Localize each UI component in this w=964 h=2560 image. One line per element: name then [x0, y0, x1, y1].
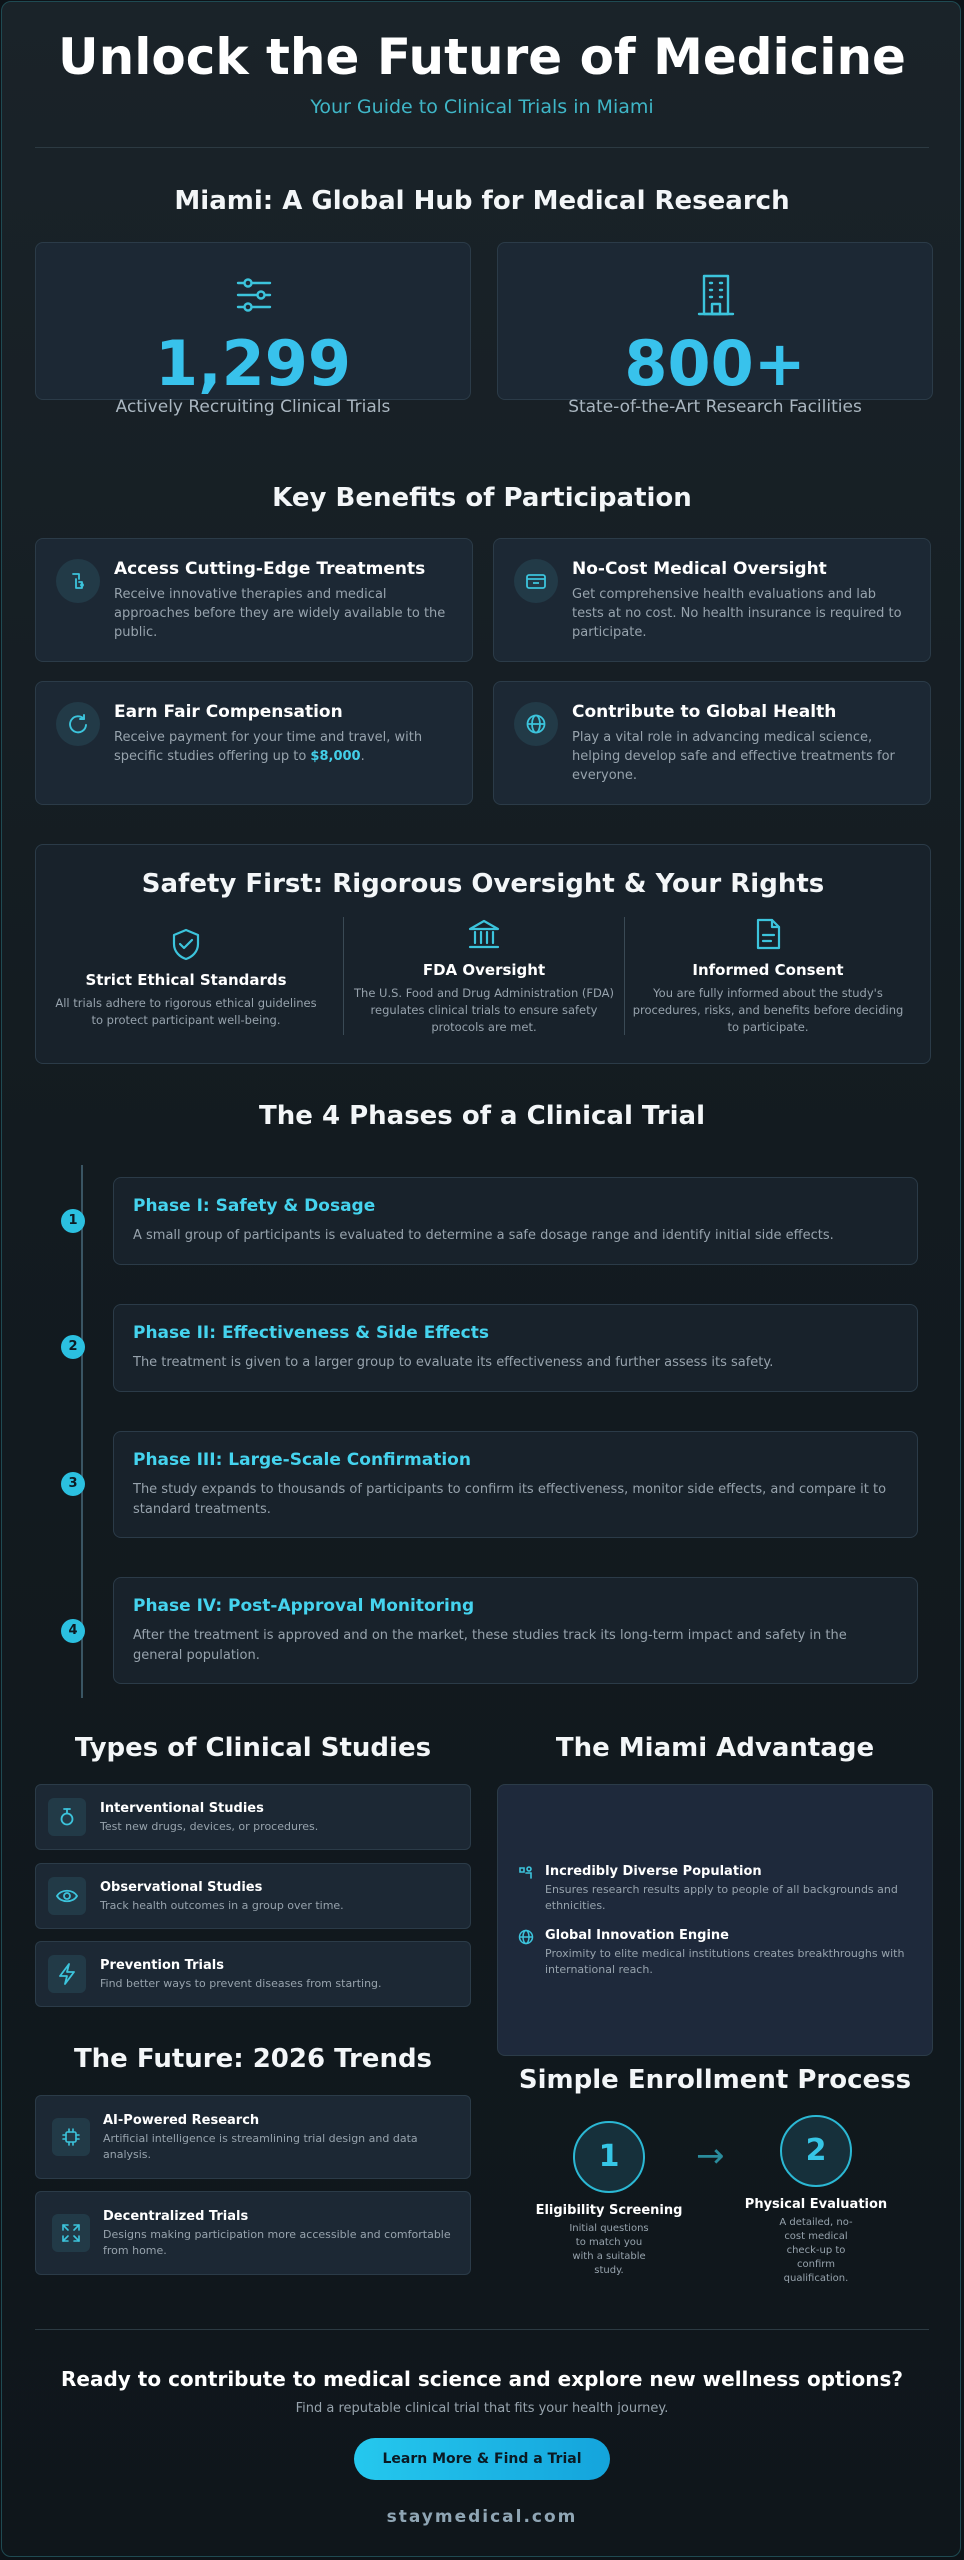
stat-trials-label: Actively Recruiting Clinical Trials	[115, 397, 391, 417]
eye-icon	[48, 1877, 86, 1915]
safety-desc: The U.S. Food and Drug Administration (FDA) regulates clinical trials to ensure safety protocols are met.	[354, 986, 614, 1034]
safety-item-ethics	[48, 927, 324, 1029]
type-desc: Test new drugs, devices, or procedures.	[100, 1820, 319, 1833]
phase-title: Phase IV: Post-Approval Monitoring	[133, 1596, 475, 1616]
type-title: Prevention Trials	[100, 1958, 224, 1973]
enrollment-heading: Simple Enrollment Process	[518, 2065, 912, 2095]
benefit-title: Access Cutting-Edge Treatments	[114, 559, 426, 579]
trend-card-ai	[35, 2095, 471, 2179]
safety-heading: Safety First: Rigorous Oversight & Your Rights	[141, 869, 825, 899]
phase-title: Phase I: Safety & Dosage	[133, 1196, 376, 1216]
refresh-icon	[56, 702, 100, 746]
safety-title: Strict Ethical Standards	[85, 971, 287, 989]
building-icon	[696, 273, 736, 317]
advantage-heading: The Miami Advantage	[555, 1733, 875, 1763]
lightning-icon	[48, 1955, 86, 1993]
benefit-title: Earn Fair Compensation	[114, 702, 343, 722]
expand-icon	[52, 2214, 90, 2252]
future-heading: The Future: 2026 Trends	[73, 2044, 433, 2074]
sliders-icon	[234, 275, 274, 315]
medical-kit-icon	[514, 559, 558, 603]
phase-desc: A small group of participants is evaluated to determine a safe dosage range and identify initial side effects.	[133, 1228, 834, 1243]
phase-title: Phase II: Effectiveness & Side Effects	[133, 1323, 489, 1343]
benefit-desc-text: Receive payment for your time and travel, with specific studies offering up to	[114, 730, 423, 764]
step-desc: Initial questions to match you with a suitable study.	[569, 2223, 649, 2276]
benefit-card-compensation	[35, 681, 473, 805]
safety-panel	[35, 844, 931, 1064]
step-title: Physical Evaluation	[744, 2197, 888, 2212]
government-building-icon	[346, 917, 622, 951]
syringe-icon	[56, 559, 100, 603]
advantage-desc: Ensures research results apply to people of all backgrounds and ethnicities.	[545, 1883, 898, 1912]
advantage-panel	[497, 1784, 933, 2056]
globe-icon	[514, 702, 558, 746]
infographic-card	[1, 1, 961, 2557]
step-number: 2	[780, 2115, 852, 2187]
phase-desc: The treatment is given to a larger group to evaluate its effectiveness and further assess its safety.	[133, 1355, 774, 1370]
trend-title: Decentralized Trials	[103, 2209, 249, 2224]
phase-number: 1	[61, 1209, 85, 1233]
chip-icon	[52, 2118, 90, 2156]
divider	[624, 917, 625, 1035]
document-icon	[630, 917, 906, 951]
hub-heading: Miami: A Global Hub for Medical Research	[174, 186, 790, 216]
cta-title: Ready to contribute to medical science and explore new wellness options?	[61, 2367, 903, 2391]
type-title: Interventional Studies	[100, 1801, 264, 1816]
safety-desc: All trials adhere to rigorous ethical guidelines to protect participant well-being.	[55, 996, 317, 1027]
flask-icon	[48, 1798, 86, 1836]
step-desc: A detailed, no-cost medical check-up to confirm qualification.	[779, 2217, 853, 2284]
arrow-icon: →	[696, 2136, 725, 2176]
benefit-title: No-Cost Medical Oversight	[572, 559, 827, 579]
cta-subtitle: Find a reputable clinical trial that fits your health journey.	[295, 2401, 669, 2416]
stat-trials-value: 1,299	[154, 327, 352, 400]
trend-desc: Designs making participation more accessible and comfortable from home.	[103, 2228, 451, 2257]
benefit-desc	[114, 728, 452, 766]
divider	[35, 2329, 929, 2330]
step-title: Eligibility Screening	[535, 2203, 683, 2218]
phase-title: Phase III: Large-Scale Confirmation	[133, 1450, 471, 1470]
type-card-prevention	[35, 1941, 471, 2007]
type-desc: Track health outcomes in a group over time.	[100, 1899, 344, 1912]
phase-desc: After the treatment is approved and on the market, these studies track its long-term impact and safety in the general population.	[133, 1628, 847, 1663]
benefits-heading: Key Benefits of Participation	[272, 483, 692, 513]
phases-heading: The 4 Phases of a Clinical Trial	[259, 1101, 705, 1131]
stat-card-trials	[35, 242, 471, 417]
divider	[35, 147, 929, 148]
advantage-title: Incredibly Diverse Population	[545, 1864, 762, 1879]
type-desc: Find better ways to prevent diseases from starting.	[100, 1977, 382, 1990]
advantage-desc: Proximity to elite medical institutions creates breakthroughs with international reach.	[545, 1947, 905, 1976]
trend-desc: Artificial intelligence is streamlining trial design and data analysis.	[103, 2132, 418, 2161]
benefit-desc: Get comprehensive health evaluations and lab tests at no cost. No health insurance is required to participate.	[572, 587, 902, 640]
stat-card-facilities	[497, 242, 933, 417]
step-number: 1	[573, 2121, 645, 2193]
page-subtitle: Your Guide to Clinical Trials in Miami	[310, 96, 654, 118]
trend-card-decentralized	[35, 2191, 471, 2275]
benefit-card-treatments	[35, 538, 473, 662]
footer-brand-link[interactable]: staymedical.com	[386, 2507, 578, 2527]
types-heading: Types of Clinical Studies	[74, 1733, 432, 1763]
benefit-title: Contribute to Global Health	[572, 702, 837, 722]
find-trial-button[interactable]: Learn More & Find a Trial	[354, 2438, 610, 2480]
benefit-desc: Play a vital role in advancing medical science, helping develop safe and effective treatments for everyone.	[572, 730, 895, 783]
page-title: Unlock the Future of Medicine	[58, 28, 906, 86]
diversity-icon	[518, 1865, 534, 1885]
globe-icon	[518, 1929, 534, 1949]
divider	[343, 917, 344, 1035]
safety-title: FDA Oversight	[422, 961, 546, 979]
phase-card-3	[113, 1431, 918, 1538]
phase-number: 4	[61, 1619, 85, 1643]
phase-number: 2	[61, 1335, 85, 1359]
trend-title: AI-Powered Research	[103, 2113, 260, 2128]
phase-number: 3	[61, 1472, 85, 1496]
benefit-desc: Receive innovative therapies and medical approaches before they are widely available to the public.	[114, 587, 446, 640]
phase-card-2	[113, 1304, 918, 1392]
type-card-observational	[35, 1863, 471, 1929]
benefit-card-no-cost	[493, 538, 931, 662]
benefit-card-global-health	[493, 681, 931, 805]
safety-item-consent	[630, 917, 906, 1036]
benefit-desc-end: .	[360, 749, 365, 764]
stat-facilities-label: State-of-the-Art Research Facilities	[568, 397, 862, 417]
shield-check-icon	[48, 927, 324, 961]
phase-card-1	[113, 1177, 918, 1265]
phase-card-4	[113, 1577, 918, 1684]
stat-facilities-value: 800+	[624, 327, 806, 400]
phase-desc: The study expands to thousands of participants to confirm its effectiveness, monitor side effects, and compare it to standard treatments.	[133, 1482, 887, 1517]
advantage-title: Global Innovation Engine	[545, 1928, 729, 1943]
timeline-line	[81, 1165, 83, 1698]
type-card-interventional	[35, 1784, 471, 1850]
safety-desc: You are fully informed about the study's procedures, risks, and benefits before deciding to participate.	[632, 986, 904, 1034]
type-title: Observational Studies	[100, 1880, 263, 1895]
compensation-amount: $8,000	[310, 749, 361, 764]
safety-item-fda	[346, 917, 622, 1036]
safety-title: Informed Consent	[692, 961, 844, 979]
